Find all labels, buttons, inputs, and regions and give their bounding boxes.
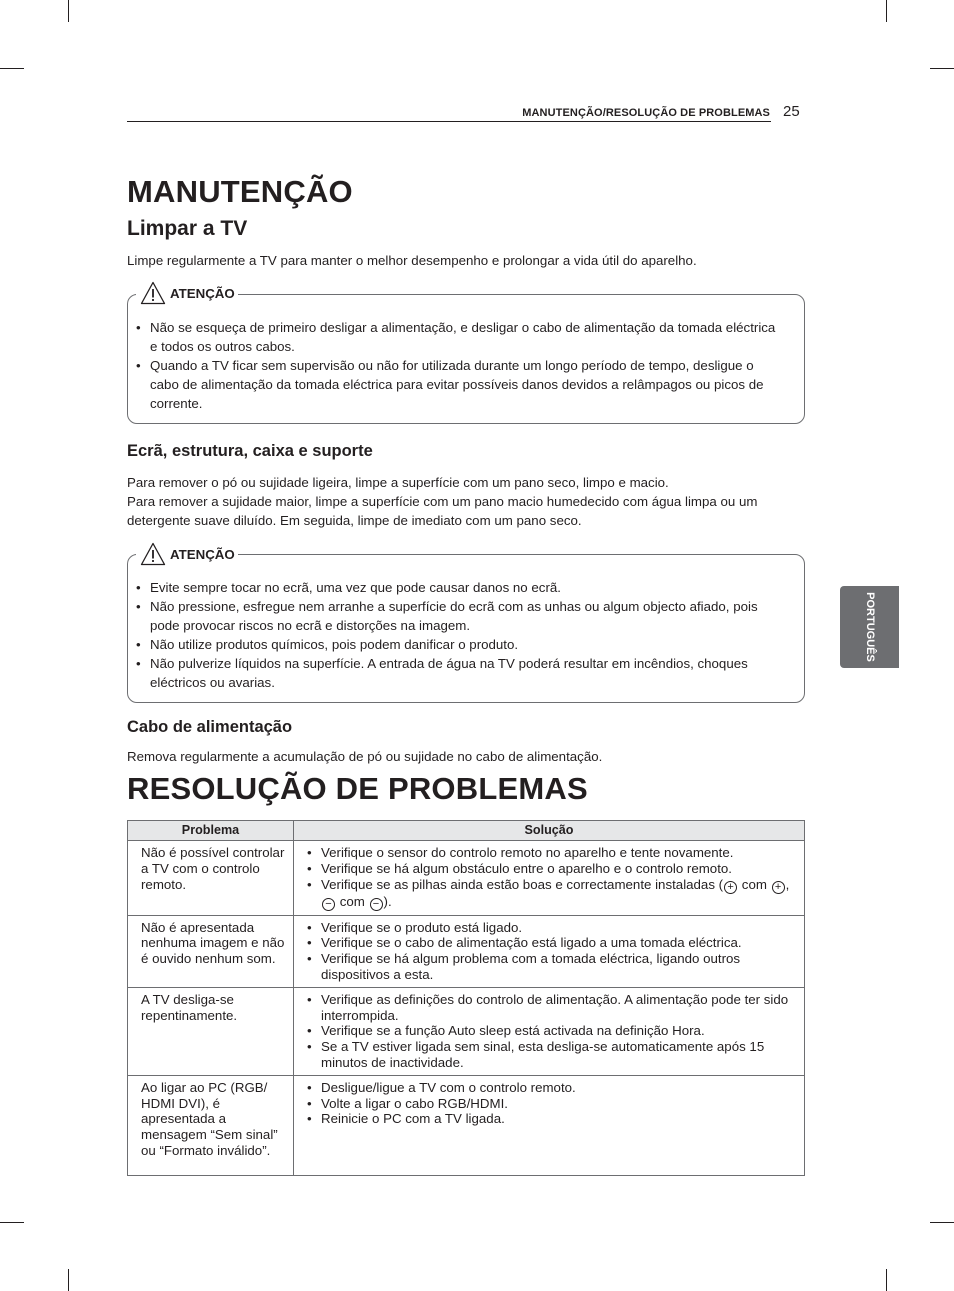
- solution-item: • Se a TV estiver ligada sem sinal, esta desliga-se automaticamente após 15 minutos de inactividade.: [307, 1039, 794, 1071]
- plus-symbol-icon: +: [772, 881, 785, 894]
- column-header-problem: Problema: [128, 821, 294, 841]
- solution-item: • Desligue/ligue a TV com o controlo remoto.: [307, 1080, 794, 1096]
- running-header: MANUTENÇÃO/RESOLUÇÃO DE PROBLEMAS: [522, 107, 770, 119]
- table-row: [128, 1075, 805, 1175]
- problem-cell: Não é apresentada nenhuma imagem e não é ouvido nenhum som.: [128, 915, 294, 987]
- solution-item-text: ).: [383, 893, 392, 909]
- solution-item: • Volte a ligar o cabo RGB/HDMI.: [307, 1096, 794, 1112]
- solution-item-text: ,: [785, 876, 790, 892]
- solution-cell: [294, 915, 805, 987]
- crop-mark: [886, 1269, 887, 1291]
- screen-text-2: Para remover a sujidade maior, limpe a superfície com um pano macio humedecido com água limpa ou um detergente suave diluído. Em seguida, limpe de imediato com um pano seco.: [127, 494, 758, 528]
- solution-item: • Verifique se o produto está ligado.: [307, 920, 794, 936]
- crop-mark: [0, 68, 24, 69]
- caution-item: • Não se esqueça de primeiro desligar a alimentação, e desligar o cabo de alimentação da tomada eléctrica e todos os outros cabos.: [136, 318, 778, 356]
- header-rule: [127, 121, 771, 122]
- crop-mark: [68, 0, 69, 22]
- caution-label: ATENÇÃO: [170, 285, 235, 301]
- solution-item-text: com: [336, 893, 369, 909]
- crop-mark: [930, 68, 954, 69]
- caution-header-cleaning: [136, 281, 238, 305]
- solution-cell: [294, 1075, 805, 1175]
- solution-item-text: Verifique se as pilhas ainda estão boas e correctamente instaladas (: [321, 876, 724, 892]
- caution-box-cleaning: [127, 294, 805, 424]
- crop-mark: [68, 1269, 69, 1291]
- table-row: [128, 841, 805, 916]
- problem-cell: Ao ligar ao PC (RGB/ HDMI DVI), é apresentada a mensagem “Sem sinal” ou “Formato inválido”.: [128, 1075, 294, 1175]
- caution-list-screen: [136, 578, 778, 692]
- caution-box-screen: [127, 554, 805, 703]
- warning-triangle-icon: [140, 281, 166, 305]
- solution-item-text: com: [738, 876, 771, 892]
- column-header-solution: Solução: [294, 821, 805, 841]
- clean-tv-intro: Limpe regularmente a TV para manter o melhor desempenho e prolongar a vida útil do aparelho.: [127, 253, 697, 268]
- screen-text-1: Para remover o pó ou sujidade ligeira, limpe a superfície com um pano seco, limpo e macio.: [127, 475, 669, 490]
- maintenance-title: MANUTENÇÃO: [127, 174, 353, 209]
- solution-item: • Verifique se há algum problema com a tomada eléctrica, ligando outros dispositivos a esta.: [307, 951, 794, 983]
- solution-item: • Verifique o sensor do controlo remoto no aparelho e tente novamente.: [307, 845, 794, 861]
- screen-section-title: Ecrã, estrutura, caixa e suporte: [127, 442, 373, 460]
- solution-item: • Verifique se há algum obstáculo entre o aparelho e o controlo remoto.: [307, 861, 794, 877]
- solution-item: • Verifique se o cabo de alimentação está ligado a uma tomada eléctrica.: [307, 935, 794, 951]
- crop-mark: [0, 1222, 24, 1223]
- caution-header-screen: [136, 542, 238, 566]
- problem-cell: Não é possível controlar a TV com o controlo remoto.: [128, 841, 294, 916]
- clean-tv-title: Limpar a TV: [127, 217, 248, 240]
- crop-mark: [930, 1222, 954, 1223]
- crop-mark: [886, 0, 887, 22]
- solution-cell: [294, 987, 805, 1075]
- caution-label: ATENÇÃO: [170, 546, 235, 562]
- solution-item: [307, 877, 794, 911]
- troubleshooting-table: [127, 820, 805, 1176]
- solution-item: • Verifique se a função Auto sleep está activada na definição Hora.: [307, 1023, 794, 1039]
- caution-item: • Não utilize produtos químicos, pois podem danificar o produto.: [136, 635, 778, 654]
- troubleshooting-title: RESOLUÇÃO DE PROBLEMAS: [127, 771, 588, 806]
- caution-list-cleaning: [136, 318, 778, 413]
- caution-item: • Quando a TV ficar sem supervisão ou não for utilizada durante um longo período de tempo, desligue o cabo de alimentação da tomada eléctrica para evitar possíveis danos devidos a relâmpagos ou picos de corrente.: [136, 356, 778, 413]
- solution-item: • Reinicie o PC com a TV ligada.: [307, 1111, 794, 1127]
- table-row: [128, 915, 805, 987]
- caution-item: • Não pulverize líquidos na superfície. A entrada de água na TV poderá resultar em incêndios, choques eléctricos ou avarias.: [136, 654, 778, 692]
- language-side-tab-label: PORTUGUÊS: [863, 592, 876, 662]
- caution-item: • Não pressione, esfregue nem arranhe a superfície do ecrã com as unhas ou algum objecto afiado, pois pode provocar riscos no ecrã e distorções na imagem.: [136, 597, 778, 635]
- page-number: 25: [783, 103, 800, 120]
- solution-item: • Verifique as definições do controlo de alimentação. A alimentação pode ter sido interrompida.: [307, 992, 794, 1024]
- table-row: [128, 987, 805, 1075]
- minus-symbol-icon: −: [322, 898, 335, 911]
- plus-symbol-icon: +: [724, 881, 737, 894]
- minus-symbol-icon: −: [370, 898, 383, 911]
- warning-triangle-icon: [140, 542, 166, 566]
- power-cord-text: Remova regularmente a acumulação de pó ou sujidade no cabo de alimentação.: [127, 749, 603, 764]
- solution-cell: [294, 841, 805, 916]
- problem-cell: A TV desliga-se repentinamente.: [128, 987, 294, 1075]
- language-side-tab: [840, 586, 899, 668]
- table-header-row: [128, 821, 805, 841]
- caution-item: • Evite sempre tocar no ecrã, uma vez que pode causar danos no ecrã.: [136, 578, 778, 597]
- power-cord-title: Cabo de alimentação: [127, 718, 293, 736]
